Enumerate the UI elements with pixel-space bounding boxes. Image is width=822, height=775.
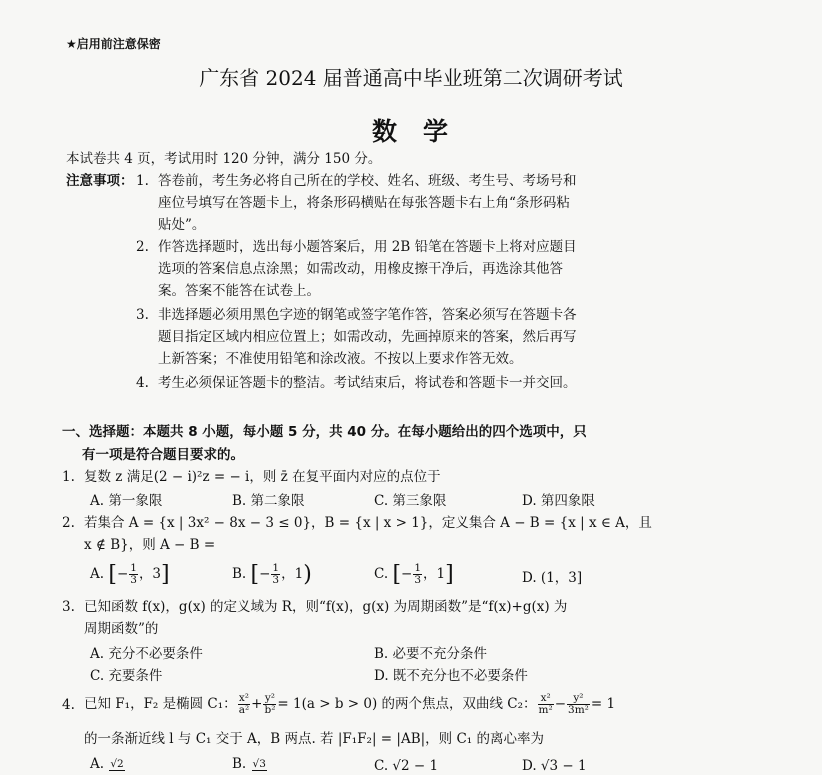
option-d: D. √3 − 1 xyxy=(522,758,587,774)
numerator: 1 xyxy=(130,562,137,574)
section-heading: 一、选择题：本题共 8 小题，每小题 5 分，共 40 分。在每小题给出的四个选项中，只 xyxy=(62,424,587,440)
option-b xyxy=(232,756,268,772)
fraction xyxy=(252,759,267,771)
question-text: 复数 z 满足(2 − i)²z = − i，则 z̄ 在复平面内对应的点位于 xyxy=(84,469,441,485)
note-line: 题目指定区域内相应位置上；如需改动，先画掉原来的答案，然后再写 xyxy=(158,329,577,345)
option-a xyxy=(90,562,170,587)
right-bracket: ] xyxy=(445,562,454,587)
fraction xyxy=(263,693,276,716)
option-b: B. 第二象限 xyxy=(232,493,305,509)
interval-rest: ，3 xyxy=(138,566,162,582)
option-c: C. 充要条件 xyxy=(90,668,163,684)
denominator: 3 xyxy=(130,574,137,586)
numerator: 1 xyxy=(414,562,422,574)
q4-end: = 1 xyxy=(590,696,616,712)
option-c: C. √2 − 1 xyxy=(374,758,439,774)
numerator: √2 xyxy=(110,757,124,770)
minus-sign: − xyxy=(259,566,271,582)
minus-sign: − xyxy=(116,566,129,582)
numerator: y² xyxy=(264,692,276,704)
interval-rest: ，1 xyxy=(281,566,304,582)
note-line: 案。答案不能答在试卷上。 xyxy=(158,283,320,299)
note-number: 4. xyxy=(136,375,149,391)
option-label: B. xyxy=(232,756,247,772)
note-line: 座位号填写在答题卡上，将条形码横贴在每张答题卡右上角“条形码粘 xyxy=(158,195,570,211)
q4-mid: = 1(a > b > 0) 的两个焦点，双曲线 C₂： xyxy=(277,696,537,712)
note-line: 贴处”。 xyxy=(158,217,206,233)
question-number: 3. xyxy=(62,599,75,615)
numerator: y² xyxy=(567,693,590,705)
question-text xyxy=(84,690,615,718)
left-bracket: [ xyxy=(108,562,117,587)
question-text-cont: 周期函数”的 xyxy=(84,621,159,637)
fraction xyxy=(538,693,554,716)
question-text-cont: x ∉ B}，则 A − B = xyxy=(84,537,216,553)
option-c xyxy=(374,562,454,587)
question-text: 若集合 A = {x | 3x² − 8x − 3 ≤ 0}，B = {x | x > 1}，定义集合 A − B = {x | x ∈ A，且 xyxy=(84,515,652,531)
denominator: a² xyxy=(238,704,250,716)
q4-pre: 已知 F₁，F₂ 是椭圆 C₁： xyxy=(84,696,237,712)
option-label: C. xyxy=(374,566,389,582)
denominator: 3m² xyxy=(568,704,589,716)
question-text-cont: 的一条渐近线 l 与 C₁ 交于 A，B 两点. 若 |F₁F₂| = |AB|，则 C₁ 的离心率为 xyxy=(84,731,544,747)
option-a: A. 充分不必要条件 xyxy=(90,646,203,662)
option-label: A. xyxy=(90,756,105,772)
denominator: m² xyxy=(538,704,553,716)
option-a: A. 第一象限 xyxy=(90,493,163,509)
fraction xyxy=(129,563,138,586)
fraction xyxy=(567,693,590,716)
interval-rest: ，1 xyxy=(423,566,446,582)
denominator: b² xyxy=(264,704,276,716)
note-line: 选项的答案信息点涂黑；如需改动，用橡皮擦干净后，再选涂其他答 xyxy=(158,261,563,277)
option-d: D. 既不充分也不必要条件 xyxy=(374,668,528,684)
plus-sign: + xyxy=(251,696,263,712)
numerator: √3 xyxy=(252,757,266,770)
left-bracket: [ xyxy=(392,562,402,587)
minus-sign: − xyxy=(554,696,567,712)
note-line: 非选择题必须用黑色字迹的钢笔或签字笔作答，答案必须写在答题卡各 xyxy=(158,307,577,323)
question-number: 4. xyxy=(62,697,75,713)
option-b: B. 必要不充分条件 xyxy=(374,646,488,662)
question-text: 已知函数 f(x)，g(x) 的定义域为 R，则“f(x)，g(x) 为周期函数”是“f(x)+g(x) 为 xyxy=(84,599,568,615)
note-line: 作答选择题时，选出每小题答案后，用 2B 铅笔在答题卡上将对应题目 xyxy=(158,239,577,255)
fraction xyxy=(413,563,422,586)
right-bracket: ] xyxy=(161,562,170,587)
exam-title: 广东省 2024 届普通高中毕业班第二次调研考试 xyxy=(199,66,623,90)
numerator: x² xyxy=(238,692,249,704)
denominator: 3 xyxy=(414,574,422,586)
question-number: 1. xyxy=(62,469,75,485)
note-line: 考生必须保证答题卡的整洁。考试结束后，将试卷和答题卡一并交回。 xyxy=(158,375,577,391)
section-heading-cont: 有一项是符合题目要求的。 xyxy=(82,447,244,463)
option-d: D. (1，3] xyxy=(522,570,583,586)
numerator: x² xyxy=(538,693,554,705)
left-bracket: [ xyxy=(250,562,260,587)
exam-intro: 本试卷共 4 页，考试用时 120 分钟，满分 150 分。 xyxy=(66,151,382,167)
question-number: 2. xyxy=(62,515,75,531)
subject-title: 数学 xyxy=(371,117,474,146)
fraction xyxy=(109,759,124,771)
right-bracket: ) xyxy=(303,562,312,587)
option-label: B. xyxy=(232,566,247,582)
option-d: D. 第四象限 xyxy=(522,493,595,509)
note-number: 3. xyxy=(136,307,149,323)
note-number: 2. xyxy=(136,239,149,255)
confidential-notice: ★启用前注意保密 xyxy=(66,37,161,51)
note-number: 1. xyxy=(136,173,149,189)
fraction xyxy=(238,693,250,716)
option-label: A. xyxy=(90,566,105,582)
option-a xyxy=(90,756,126,772)
option-c: C. 第三象限 xyxy=(374,493,447,509)
option-b xyxy=(232,562,312,587)
fraction xyxy=(271,563,280,586)
numerator: 1 xyxy=(272,562,280,574)
minus-sign: − xyxy=(401,566,413,582)
notes-label: 注意事项： xyxy=(66,173,134,189)
note-line: 答卷前，考生务必将自己所在的学校、姓名、班级、考生号、考场号和 xyxy=(158,173,577,189)
note-line: 上新答案；不准使用铅笔和涂改液。不按以上要求作答无效。 xyxy=(158,351,523,367)
denominator: 3 xyxy=(272,574,280,586)
